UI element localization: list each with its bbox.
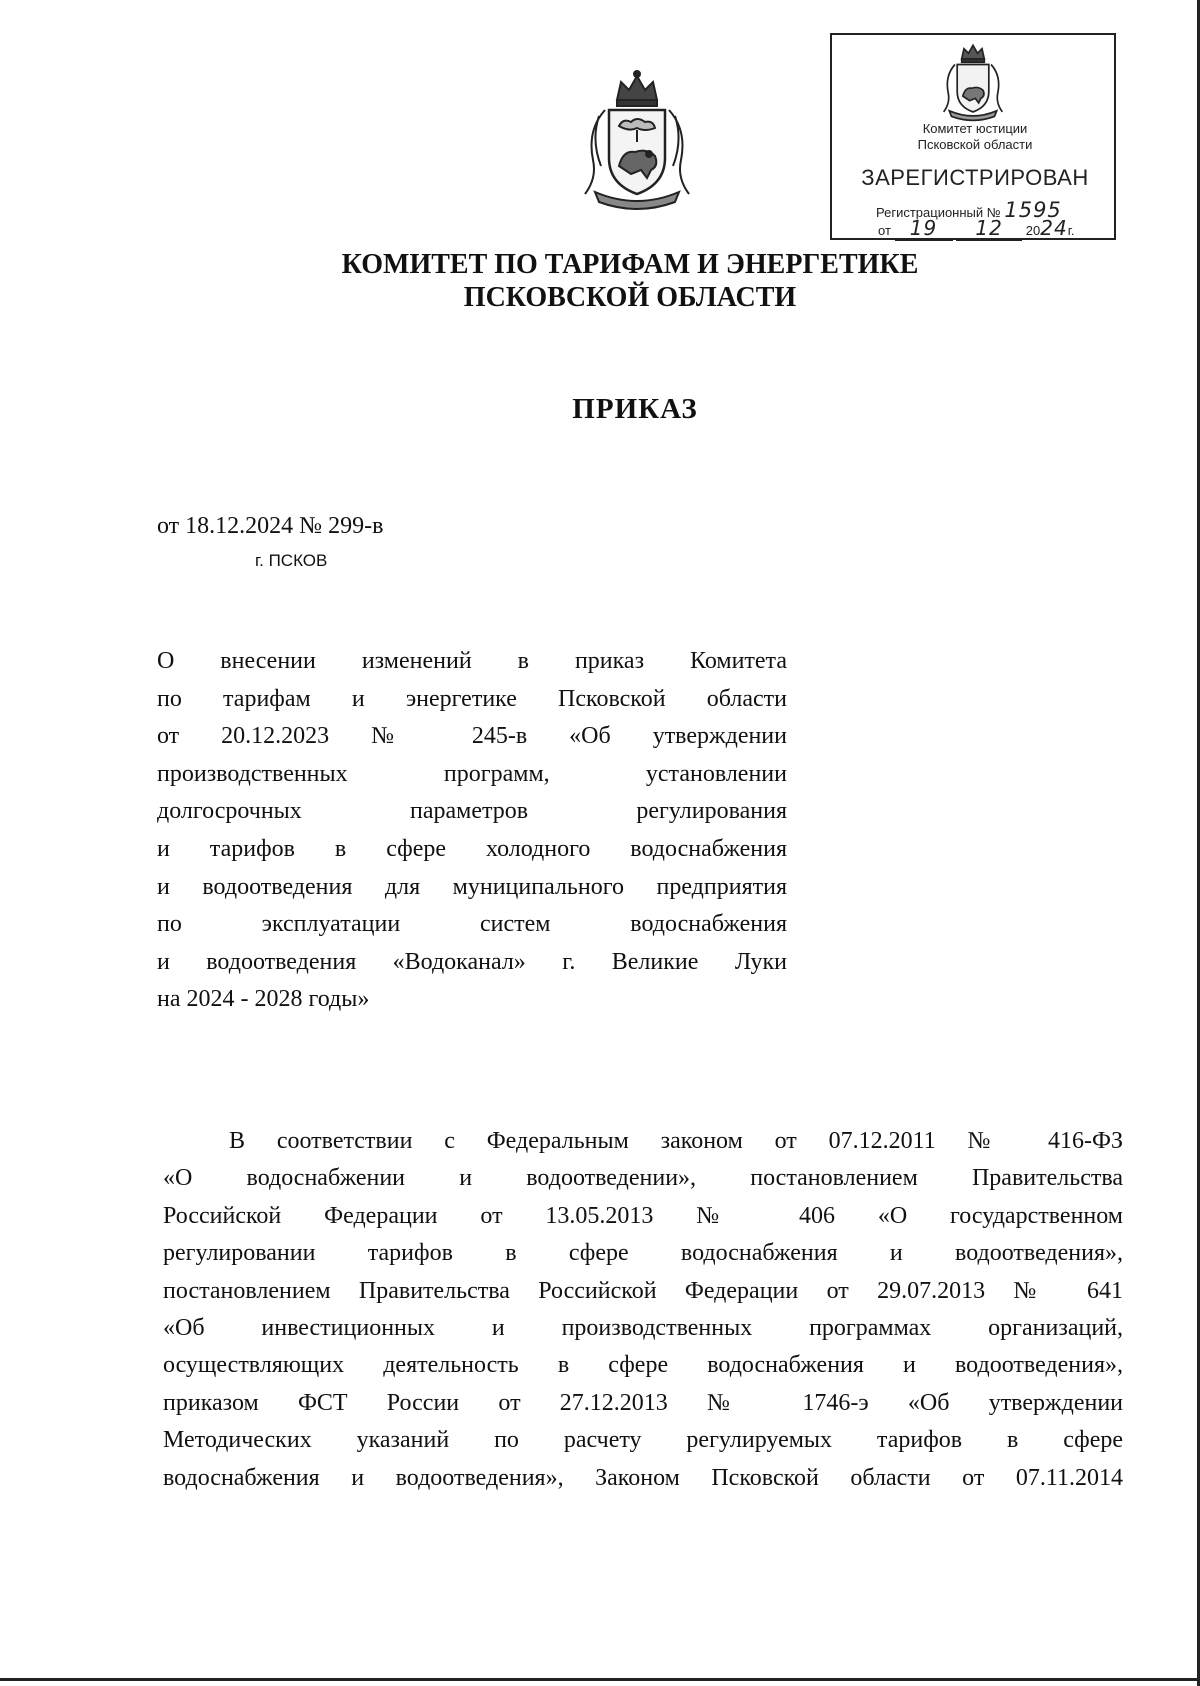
subject-line: по эксплуатации систем водоснабжения [157,911,787,938]
stamp-org-line1: Комитет юстиции [922,121,1028,136]
subject-line: и водоотведения «Водоканал» г. Великие Луки [157,948,787,975]
subject-line: на 2024 - 2028 годы» [157,986,370,1013]
body-line: постановлением Правительства Российской Федерации от 29.07.2013 № 641 [163,1277,1123,1304]
stamp-date-month: 12 [975,216,1003,240]
stamp-date [878,216,1074,241]
subject-line: и водоотведения для муниципального предприятия [157,873,787,900]
stamp-coat-of-arms-icon [938,41,1008,123]
organization-title-line2: ПСКОВСКОЙ ОБЛАСТИ [463,282,797,313]
order-date-number: от 18.12.2024 № 299-в [157,513,384,539]
subject-line: долгосрочных параметров регулирования [157,798,787,825]
stamp-org-line2: Псковской области [917,137,1033,152]
order-subject [157,643,787,1019]
stamp-date-year: 24 [1040,216,1068,240]
stamp-date-day: 19 [909,216,938,240]
body-line: «Об инвестиционных и производственных программах организаций, [163,1314,1123,1341]
body-line: приказом ФСТ России от 27.12.2013 № 1746-э «Об утверждении [163,1389,1123,1416]
subject-line: и тарифов в сфере холодного водоснабжения [157,835,787,862]
body-line: водоснабжения и водоотведения», Законом Псковской области от 07.11.2014 [163,1464,1123,1491]
order-body [163,1123,1123,1497]
document-type: ПРИКАЗ [572,393,698,425]
stamp-organization [832,121,1118,153]
order-city: г. ПСКОВ [255,551,328,570]
subject-line: от 20.12.2023 № 245-в «Об утверждении [157,723,787,750]
subject-line: по тарифам и энергетике Псковской области [157,685,787,712]
subject-line: производственных программ, установлении [157,760,787,787]
page-edge-bottom [0,1678,1200,1681]
body-line: Методических указаний по расчету регулируемых тарифов в сфере [163,1427,1123,1454]
body-line: осуществляющих деятельность в сфере водоснабжения и водоотведения», [163,1352,1123,1379]
stamp-date-year-prefix: 20 [1025,223,1041,238]
body-line: В соответствии с Федеральным законом от 07.12.2011 № 416-ФЗ [229,1128,1123,1154]
subject-line: О внесении изменений в приказ Комитета [157,648,787,674]
body-line: Российской Федерации от 13.05.2013 № 406 «О государственном [163,1202,1123,1229]
stamp-date-prefix: от [878,223,891,238]
body-line: «О водоснабжении и водоотведении», постановлением Правительства [163,1165,1123,1192]
registration-stamp [830,33,1116,240]
organization-title [280,248,980,314]
stamp-reg-number: 1595 [1004,198,1062,222]
body-line: регулировании тарифов в сфере водоснабжения и водоотведения», [163,1240,1123,1267]
coat-of-arms-icon [575,70,699,212]
organization-title-line1: КОМИТЕТ ПО ТАРИФАМ И ЭНЕРГЕТИКЕ [341,249,919,280]
stamp-date-suffix: г. [1067,223,1075,238]
stamp-status: ЗАРЕГИСТРИРОВАН [861,165,1089,190]
stamp-reg-label: Регистрационный № [876,205,1001,220]
